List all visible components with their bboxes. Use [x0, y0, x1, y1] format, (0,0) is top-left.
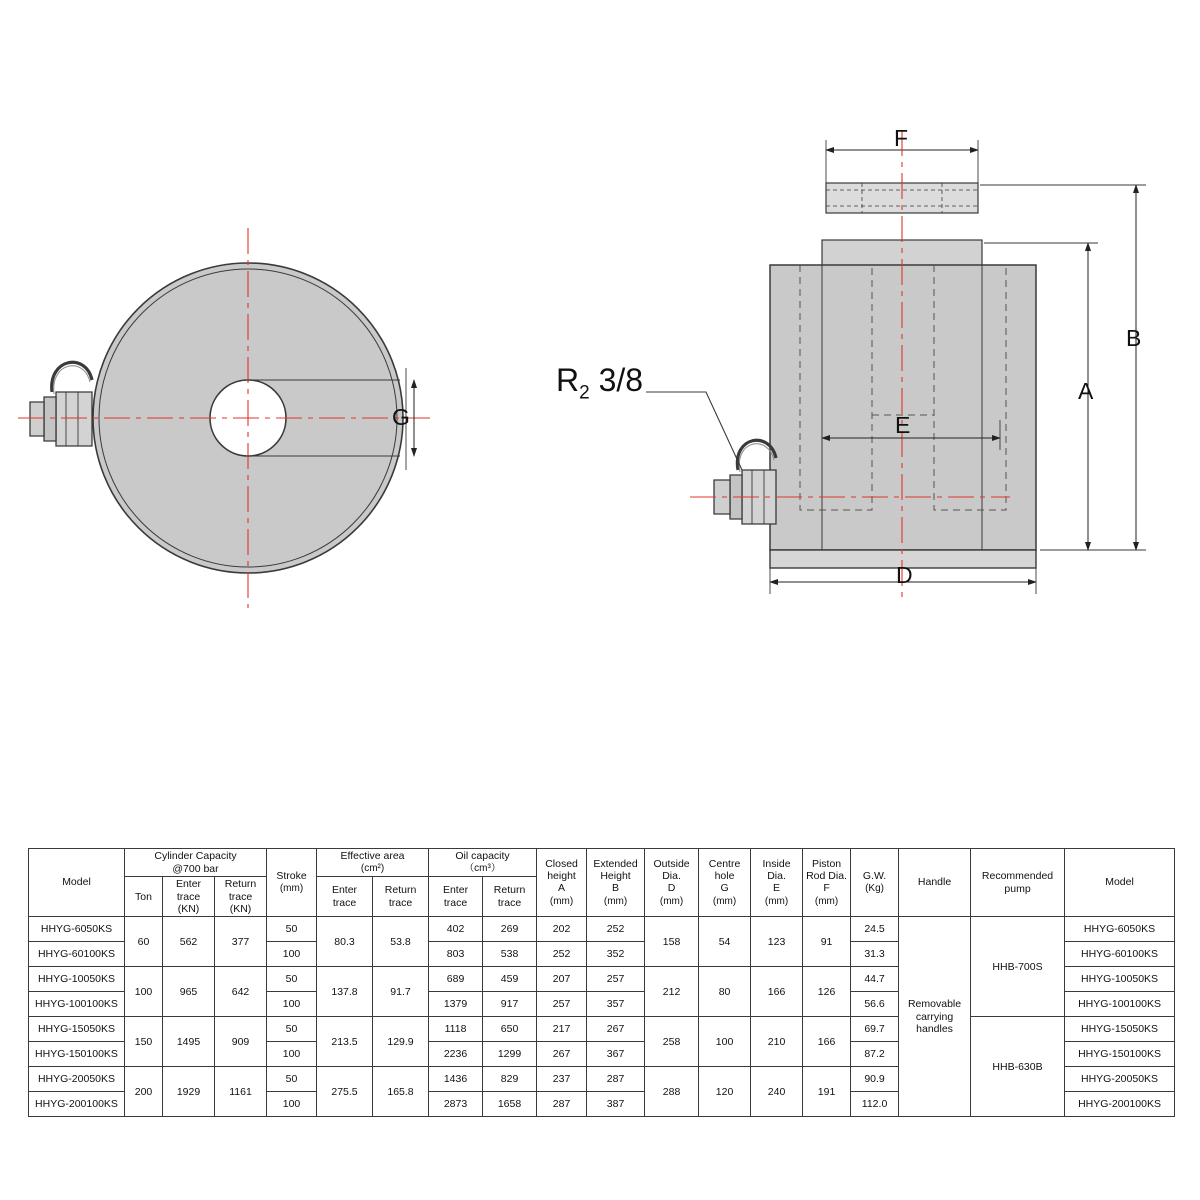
cell-model-left: HHYG-150100KS [29, 1042, 125, 1067]
dimension-label-D: D [896, 562, 914, 588]
cell-outside-dia: 212 [645, 967, 699, 1017]
thread-callout [556, 362, 643, 404]
cell-area-return: 91.7 [373, 967, 429, 1017]
cell-gw: 69.7 [851, 1017, 899, 1042]
th-cylinder-capacity [125, 849, 267, 877]
cell-area-return: 165.8 [373, 1067, 429, 1117]
cell-inside-dia: 210 [751, 1017, 803, 1067]
cell-extended-height: 287 [587, 1067, 645, 1092]
cell-model-right: HHYG-150100KS [1065, 1042, 1175, 1067]
cell-centre-hole: 80 [699, 967, 751, 1017]
cell-ton: 60 [125, 917, 163, 967]
th-extended-height-unit: (mm) [603, 895, 628, 907]
cell-gw: 87.2 [851, 1042, 899, 1067]
cell-oil-return: 829 [483, 1067, 537, 1092]
side-view [646, 130, 1146, 600]
specification-table [28, 848, 1175, 1117]
th-oil-capacity-title: Oil capacity [455, 850, 510, 862]
cell-extended-height: 387 [587, 1092, 645, 1117]
th-ton: Ton [125, 877, 163, 917]
dimension-label-B: B [1126, 325, 1142, 351]
cell-closed-height: 252 [537, 942, 587, 967]
th-centre-hole [699, 849, 751, 917]
th-closed-height [537, 849, 587, 917]
cell-oil-enter: 2873 [429, 1092, 483, 1117]
th-extended-height [587, 849, 645, 917]
th-handle: Handle [899, 849, 971, 917]
cell-oil-return: 459 [483, 967, 537, 992]
cell-extended-height: 367 [587, 1042, 645, 1067]
table-row [29, 1017, 1175, 1042]
cell-piston-rod-dia: 166 [803, 1017, 851, 1067]
th-outside-dia-unit: (mm) [659, 895, 684, 907]
th-inside-dia [751, 849, 803, 917]
th-outside-dia-letter: D [667, 882, 676, 895]
cell-stroke: 50 [267, 1017, 317, 1042]
thread-callout-sub: 2 [579, 382, 590, 404]
dimension-label-A: A [1078, 378, 1094, 404]
cell-stroke: 100 [267, 942, 317, 967]
cell-area-enter: 137.8 [317, 967, 373, 1017]
cell-model-right: HHYG-200100KS [1065, 1092, 1175, 1117]
cell-gw: 24.5 [851, 917, 899, 942]
cell-model-left: HHYG-100100KS [29, 992, 125, 1017]
th-inside-dia-unit: (mm) [764, 895, 789, 907]
th-centre-hole-unit: (mm) [712, 895, 737, 907]
cell-outside-dia: 158 [645, 917, 699, 967]
cell-return-kn: 377 [215, 917, 267, 967]
th-closed-height-title: Closed height [545, 857, 578, 883]
cell-extended-height: 352 [587, 942, 645, 967]
cell-model-right: HHYG-6050KS [1065, 917, 1175, 942]
th-effective-area-unit: (cm²) [360, 863, 385, 875]
th-cylinder-capacity-title: Cylinder Capacity [154, 850, 237, 863]
th-model-left: Model [29, 849, 125, 917]
cell-enter-kn: 1495 [163, 1017, 215, 1067]
th-outside-dia [645, 849, 699, 917]
specification-table-wrapper [28, 848, 1174, 1117]
th-area-enter-trace: Enter trace [317, 877, 373, 917]
th-piston-rod-dia [803, 849, 851, 917]
thread-callout-prefix: R [556, 362, 580, 398]
cell-model-left: HHYG-6050KS [29, 917, 125, 942]
cell-stroke: 100 [267, 1092, 317, 1117]
cell-oil-enter: 2236 [429, 1042, 483, 1067]
th-model-right: Model [1065, 849, 1175, 917]
th-gw-title: G.W. [862, 870, 887, 883]
cell-inside-dia: 240 [751, 1067, 803, 1117]
cell-closed-height: 202 [537, 917, 587, 942]
cell-closed-height: 207 [537, 967, 587, 992]
cell-ton: 150 [125, 1017, 163, 1067]
cell-model-right: HHYG-15050KS [1065, 1017, 1175, 1042]
cell-return-kn: 642 [215, 967, 267, 1017]
cell-area-return: 129.9 [373, 1017, 429, 1067]
front-view [18, 228, 430, 608]
cell-oil-enter: 1436 [429, 1067, 483, 1092]
cell-ton: 200 [125, 1067, 163, 1117]
cell-oil-return: 1299 [483, 1042, 537, 1067]
cell-piston-rod-dia: 91 [803, 917, 851, 967]
thread-callout-size: 3/8 [598, 362, 644, 398]
cell-model-right: HHYG-100100KS [1065, 992, 1175, 1017]
cell-stroke: 100 [267, 1042, 317, 1067]
cell-return-kn: 1161 [215, 1067, 267, 1117]
dimension-label-F: F [894, 125, 909, 151]
th-closed-height-unit: (mm) [549, 895, 574, 907]
th-closed-height-letter: A [558, 882, 566, 895]
th-recommended-pump: Recommended pump [971, 849, 1065, 917]
th-extended-height-letter: B [612, 882, 620, 895]
cell-outside-dia: 288 [645, 1067, 699, 1117]
cell-closed-height: 287 [537, 1092, 587, 1117]
cell-oil-return: 650 [483, 1017, 537, 1042]
th-centre-hole-letter: G [720, 882, 729, 895]
cell-area-return: 53.8 [373, 917, 429, 967]
th-cylinder-capacity-sub: @700 bar [172, 862, 219, 875]
cell-model-right: HHYG-10050KS [1065, 967, 1175, 992]
cell-oil-enter: 402 [429, 917, 483, 942]
th-inside-dia-letter: E [773, 882, 781, 895]
th-oil-return-trace: Return trace [483, 877, 537, 917]
cell-stroke: 100 [267, 992, 317, 1017]
cell-area-enter: 213.5 [317, 1017, 373, 1067]
cell-area-enter: 80.3 [317, 917, 373, 967]
cell-piston-rod-dia: 126 [803, 967, 851, 1017]
cell-enter-kn: 965 [163, 967, 215, 1017]
cell-area-enter: 275.5 [317, 1067, 373, 1117]
cell-model-right: HHYG-20050KS [1065, 1067, 1175, 1092]
th-effective-area-title: Effective area [340, 850, 405, 862]
cell-centre-hole: 54 [699, 917, 751, 967]
cell-oil-enter: 803 [429, 942, 483, 967]
cell-gw: 56.6 [851, 992, 899, 1017]
cell-stroke: 50 [267, 967, 317, 992]
cell-closed-height: 237 [537, 1067, 587, 1092]
cell-enter-kn: 562 [163, 917, 215, 967]
cell-oil-enter: 1118 [429, 1017, 483, 1042]
cell-gw: 90.9 [851, 1067, 899, 1092]
th-enter-trace-kn: Enter trace (KN) [163, 877, 215, 917]
cell-extended-height: 257 [587, 967, 645, 992]
cell-model-left: HHYG-200100KS [29, 1092, 125, 1117]
cell-model-left: HHYG-15050KS [29, 1017, 125, 1042]
cell-outside-dia: 258 [645, 1017, 699, 1067]
th-oil-enter-trace: Enter trace [429, 877, 483, 917]
th-oil-capacity [429, 849, 537, 877]
cell-pump-1: HHB-700S [971, 917, 1065, 1017]
cell-oil-enter: 689 [429, 967, 483, 992]
cell-oil-return: 269 [483, 917, 537, 942]
dimension-label-E: E [895, 412, 911, 438]
th-inside-dia-title: Inside Dia. [762, 857, 791, 883]
th-oil-capacity-unit: （cm³） [464, 863, 501, 875]
cell-handle: Removable carrying handles [899, 917, 971, 1117]
cell-return-kn: 909 [215, 1017, 267, 1067]
th-area-return-trace: Return trace [373, 877, 429, 917]
cell-closed-height: 267 [537, 1042, 587, 1067]
cell-extended-height: 252 [587, 917, 645, 942]
th-extended-height-title: Extended Height [593, 857, 638, 883]
cell-model-right: HHYG-60100KS [1065, 942, 1175, 967]
th-stroke-title: Stroke [276, 870, 307, 883]
cell-oil-return: 1658 [483, 1092, 537, 1117]
cell-closed-height: 217 [537, 1017, 587, 1042]
cell-gw: 44.7 [851, 967, 899, 992]
cell-model-left: HHYG-60100KS [29, 942, 125, 967]
th-centre-hole-title: Centre hole [708, 857, 741, 883]
th-piston-rod-dia-letter: F [823, 882, 830, 895]
cell-model-left: HHYG-10050KS [29, 967, 125, 992]
cell-extended-height: 267 [587, 1017, 645, 1042]
th-gw-unit: (Kg) [865, 883, 884, 895]
cell-gw: 31.3 [851, 942, 899, 967]
cell-pump-2: HHB-630B [971, 1017, 1065, 1117]
th-effective-area [317, 849, 429, 877]
cell-oil-enter: 1379 [429, 992, 483, 1017]
cell-model-left: HHYG-20050KS [29, 1067, 125, 1092]
cell-stroke: 50 [267, 917, 317, 942]
cell-stroke: 50 [267, 1067, 317, 1092]
th-gw [851, 849, 899, 917]
cell-enter-kn: 1929 [163, 1067, 215, 1117]
cell-gw: 112.0 [851, 1092, 899, 1117]
cell-oil-return: 538 [483, 942, 537, 967]
cell-piston-rod-dia: 191 [803, 1067, 851, 1117]
cell-inside-dia: 123 [751, 917, 803, 967]
th-stroke-unit: (mm) [279, 883, 304, 895]
th-stroke [267, 849, 317, 917]
cell-closed-height: 257 [537, 992, 587, 1017]
cell-centre-hole: 120 [699, 1067, 751, 1117]
cell-oil-return: 917 [483, 992, 537, 1017]
th-piston-rod-dia-unit: (mm) [814, 895, 839, 907]
th-outside-dia-title: Outside Dia. [653, 857, 690, 883]
th-piston-rod-dia-title: Piston Rod Dia. [806, 857, 847, 883]
cell-centre-hole: 100 [699, 1017, 751, 1067]
cell-inside-dia: 166 [751, 967, 803, 1017]
cell-extended-height: 357 [587, 992, 645, 1017]
cell-ton: 100 [125, 967, 163, 1017]
dimension-label-G: G [392, 404, 411, 430]
table-row [29, 917, 1175, 942]
th-return-trace-kn: Return trace (KN) [215, 877, 267, 917]
